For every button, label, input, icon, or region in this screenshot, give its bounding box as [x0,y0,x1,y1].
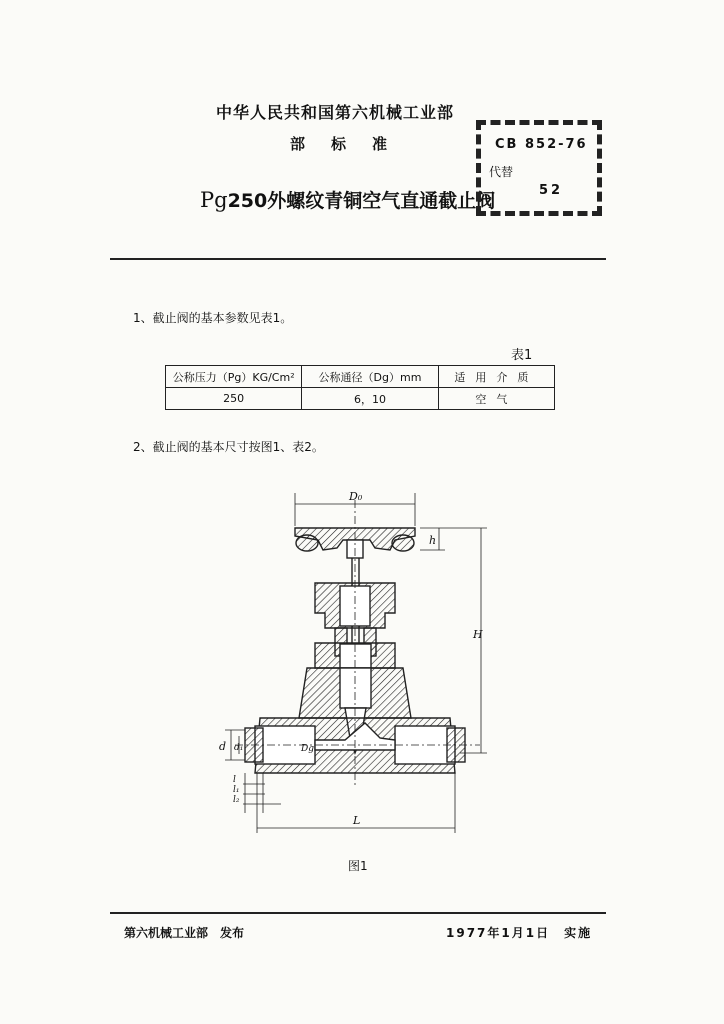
replaces-number: 52 [539,183,564,198]
dim-label-d1: d₁ [234,743,244,753]
dim-label-D0: D₀ [349,490,363,503]
valve-section-drawing [215,488,495,848]
table-row [166,388,555,410]
section-1-text: 1、截止阀的基本参数见表1。 [133,311,293,325]
title-prefix: Pg [200,188,228,212]
dim-label-l: l [233,775,236,785]
dim-label-dg: Dg [301,744,314,754]
dim-label-h: h [429,534,437,547]
header-medium: 适用介质 [438,366,554,388]
cell-medium: 空气 [438,388,554,410]
header-nominal-pressure: 公称压力（Pg）KG/Cm² [166,366,302,388]
dim-label-l1: l₁ [233,785,240,795]
dim-label-L: L [353,814,361,827]
header-nominal-diameter: 公称通径（Dg）mm [302,366,438,388]
table-1-caption: 表1 [511,348,533,363]
publisher: 第六机械工业部 发布 [124,926,245,940]
cell-nominal-diameter: 6，10 [302,388,438,410]
cell-nominal-pressure: 250 [166,388,302,410]
effective-date: 1977年1月1日 实施 [446,926,593,940]
parameters-table [165,365,555,410]
dim-label-H: H [473,628,483,641]
table-header-row [166,366,555,388]
standard-code: CB 852-76 [495,137,588,152]
figure-caption: 图1 [348,859,368,873]
document-title [200,186,495,213]
dim-label-d: d [219,740,227,753]
header-rule [110,258,606,260]
footer-rule [110,912,606,914]
standard-code-box [476,120,602,216]
ministry-heading: 中华人民共和国第六机械工业部 [215,103,454,122]
replaces-label: 代替 [489,165,514,179]
section-2-text: 2、截止阀的基本尺寸按图1、表2。 [133,440,324,454]
dim-label-l2: l₂ [233,795,240,805]
title-main: 250外螺纹青铜空气直通截止阀 [227,190,496,212]
standard-type: 部标准 [290,135,414,153]
